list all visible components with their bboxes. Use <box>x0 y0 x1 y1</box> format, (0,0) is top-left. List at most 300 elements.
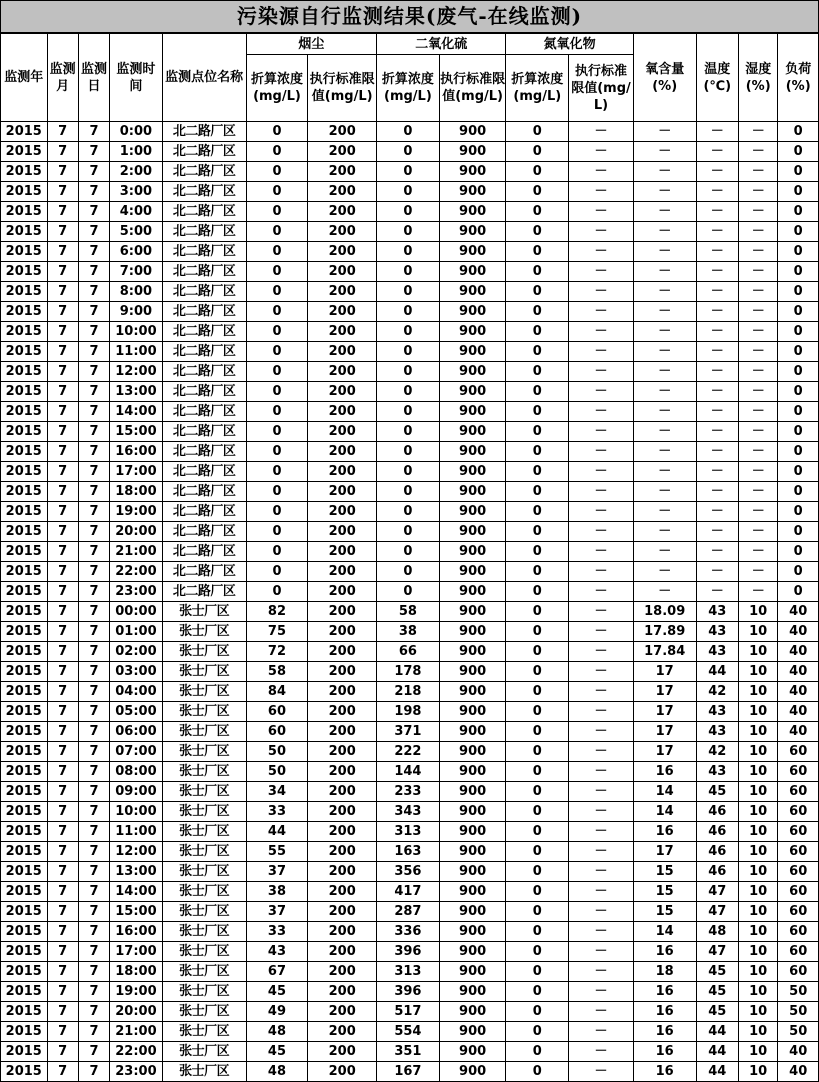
month-cell: 7 <box>47 1062 78 1082</box>
day-cell: 7 <box>78 622 109 642</box>
oxygen-cell: 17 <box>633 842 696 862</box>
smoke-concentration-cell: 55 <box>246 842 308 862</box>
month-cell: 7 <box>47 202 78 222</box>
year-cell: 2015 <box>1 802 48 822</box>
month-cell: 7 <box>47 182 78 202</box>
so2-limit-cell: 900 <box>439 942 506 962</box>
smoke-concentration-cell: 72 <box>246 642 308 662</box>
smoke-concentration-cell: 0 <box>246 322 308 342</box>
load-cell: 0 <box>778 242 819 262</box>
nox-limit-cell: － <box>569 1022 634 1042</box>
year-cell: 2015 <box>1 262 48 282</box>
year-cell: 2015 <box>1 982 48 1002</box>
table-row <box>1 202 819 222</box>
nox-limit-cell: － <box>569 322 634 342</box>
humidity-cell: 10 <box>738 662 777 682</box>
nox-concentration-cell: 0 <box>506 882 569 902</box>
nox-concentration-cell: 0 <box>506 842 569 862</box>
temperature-cell: 44 <box>696 662 738 682</box>
humidity-cell: － <box>738 562 777 582</box>
site-cell: 北二路厂区 <box>162 422 246 442</box>
oxygen-cell: － <box>633 142 696 162</box>
humidity-cell: － <box>738 242 777 262</box>
time-cell: 09:00 <box>110 782 163 802</box>
nox-limit-cell: － <box>569 682 634 702</box>
nox-limit-cell: － <box>569 622 634 642</box>
smoke-concentration-cell: 37 <box>246 902 308 922</box>
month-cell: 7 <box>47 522 78 542</box>
humidity-cell: － <box>738 282 777 302</box>
temperature-cell: 46 <box>696 802 738 822</box>
so2-concentration-cell: 396 <box>377 942 440 962</box>
so2-concentration-cell: 198 <box>377 702 440 722</box>
site-cell: 张士厂区 <box>162 882 246 902</box>
smoke-concentration-cell: 33 <box>246 802 308 822</box>
smoke-limit-cell: 200 <box>308 322 377 342</box>
humidity-cell: 10 <box>738 962 777 982</box>
smoke-limit-cell: 200 <box>308 242 377 262</box>
smoke-limit-cell: 200 <box>308 162 377 182</box>
site-cell: 张士厂区 <box>162 842 246 862</box>
temperature-cell: － <box>696 522 738 542</box>
so2-limit-cell: 900 <box>439 902 506 922</box>
oxygen-cell: － <box>633 262 696 282</box>
humidity-cell: 10 <box>738 842 777 862</box>
header-site: 监测点位名称 <box>162 34 246 122</box>
nox-limit-cell: － <box>569 642 634 662</box>
humidity-cell: 10 <box>738 822 777 842</box>
year-cell: 2015 <box>1 222 48 242</box>
month-cell: 7 <box>47 442 78 462</box>
smoke-limit-cell: 200 <box>308 562 377 582</box>
nox-concentration-cell: 0 <box>506 722 569 742</box>
so2-limit-cell: 900 <box>439 842 506 862</box>
nox-limit-cell: － <box>569 182 634 202</box>
load-cell: 40 <box>778 722 819 742</box>
table-row <box>1 282 819 302</box>
table-row <box>1 602 819 622</box>
site-cell: 北二路厂区 <box>162 182 246 202</box>
load-cell: 0 <box>778 522 819 542</box>
day-cell: 7 <box>78 162 109 182</box>
so2-concentration-cell: 0 <box>377 442 440 462</box>
load-cell: 50 <box>778 1002 819 1022</box>
site-cell: 北二路厂区 <box>162 522 246 542</box>
smoke-limit-cell: 200 <box>308 722 377 742</box>
table-row <box>1 742 819 762</box>
year-cell: 2015 <box>1 562 48 582</box>
smoke-limit-cell: 200 <box>308 182 377 202</box>
smoke-concentration-cell: 82 <box>246 602 308 622</box>
site-cell: 北二路厂区 <box>162 562 246 582</box>
site-cell: 张士厂区 <box>162 622 246 642</box>
year-cell: 2015 <box>1 742 48 762</box>
year-cell: 2015 <box>1 942 48 962</box>
smoke-limit-cell: 200 <box>308 1062 377 1082</box>
temperature-cell: 46 <box>696 862 738 882</box>
oxygen-cell: 16 <box>633 982 696 1002</box>
so2-concentration-cell: 0 <box>377 402 440 422</box>
temperature-cell: 44 <box>696 1042 738 1062</box>
nox-concentration-cell: 0 <box>506 282 569 302</box>
smoke-limit-cell: 200 <box>308 682 377 702</box>
so2-concentration-cell: 0 <box>377 302 440 322</box>
so2-concentration-cell: 0 <box>377 282 440 302</box>
so2-concentration-cell: 0 <box>377 182 440 202</box>
day-cell: 7 <box>78 222 109 242</box>
nox-concentration-cell: 0 <box>506 902 569 922</box>
site-cell: 北二路厂区 <box>162 402 246 422</box>
smoke-limit-cell: 200 <box>308 542 377 562</box>
table-header <box>1 34 819 122</box>
day-cell: 7 <box>78 1062 109 1082</box>
day-cell: 7 <box>78 182 109 202</box>
day-cell: 7 <box>78 1042 109 1062</box>
smoke-limit-cell: 200 <box>308 422 377 442</box>
smoke-limit-cell: 200 <box>308 622 377 642</box>
time-cell: 13:00 <box>110 382 163 402</box>
smoke-concentration-cell: 0 <box>246 342 308 362</box>
nox-limit-cell: － <box>569 242 634 262</box>
load-cell: 60 <box>778 882 819 902</box>
oxygen-cell: － <box>633 322 696 342</box>
load-cell: 60 <box>778 962 819 982</box>
site-cell: 张士厂区 <box>162 662 246 682</box>
so2-limit-cell: 900 <box>439 1062 506 1082</box>
nox-limit-cell: － <box>569 922 634 942</box>
humidity-cell: － <box>738 502 777 522</box>
oxygen-cell: － <box>633 302 696 322</box>
time-cell: 03:00 <box>110 662 163 682</box>
nox-concentration-cell: 0 <box>506 982 569 1002</box>
site-cell: 张士厂区 <box>162 722 246 742</box>
humidity-cell: － <box>738 262 777 282</box>
humidity-cell: 10 <box>738 642 777 662</box>
nox-concentration-cell: 0 <box>506 422 569 442</box>
month-cell: 7 <box>47 262 78 282</box>
humidity-cell: － <box>738 402 777 422</box>
month-cell: 7 <box>47 862 78 882</box>
header-year: 监测年 <box>1 34 48 122</box>
month-cell: 7 <box>47 802 78 822</box>
so2-limit-cell: 900 <box>439 442 506 462</box>
smoke-limit-cell: 200 <box>308 862 377 882</box>
time-cell: 7:00 <box>110 262 163 282</box>
day-cell: 7 <box>78 262 109 282</box>
table-row <box>1 1042 819 1062</box>
load-cell: 0 <box>778 342 819 362</box>
load-cell: 60 <box>778 782 819 802</box>
table-row <box>1 682 819 702</box>
site-cell: 北二路厂区 <box>162 322 246 342</box>
time-cell: 07:00 <box>110 742 163 762</box>
nox-limit-cell: － <box>569 542 634 562</box>
year-cell: 2015 <box>1 902 48 922</box>
humidity-cell: 10 <box>738 862 777 882</box>
smoke-limit-cell: 200 <box>308 842 377 862</box>
header-time: 监测时间 <box>110 34 163 122</box>
smoke-concentration-cell: 60 <box>246 722 308 742</box>
year-cell: 2015 <box>1 422 48 442</box>
time-cell: 1:00 <box>110 142 163 162</box>
table-row <box>1 962 819 982</box>
so2-concentration-cell: 0 <box>377 322 440 342</box>
so2-limit-cell: 900 <box>439 242 506 262</box>
smoke-limit-cell: 200 <box>308 222 377 242</box>
time-cell: 05:00 <box>110 702 163 722</box>
site-cell: 张士厂区 <box>162 802 246 822</box>
time-cell: 20:00 <box>110 522 163 542</box>
day-cell: 7 <box>78 682 109 702</box>
so2-concentration-cell: 144 <box>377 762 440 782</box>
day-cell: 7 <box>78 422 109 442</box>
site-cell: 张士厂区 <box>162 902 246 922</box>
temperature-cell: － <box>696 142 738 162</box>
nox-limit-cell: － <box>569 962 634 982</box>
year-cell: 2015 <box>1 162 48 182</box>
nox-limit-cell: － <box>569 422 634 442</box>
year-cell: 2015 <box>1 362 48 382</box>
site-cell: 北二路厂区 <box>162 282 246 302</box>
site-cell: 北二路厂区 <box>162 262 246 282</box>
nox-concentration-cell: 0 <box>506 122 569 142</box>
load-cell: 0 <box>778 422 819 442</box>
smoke-concentration-cell: 45 <box>246 1042 308 1062</box>
month-cell: 7 <box>47 142 78 162</box>
so2-limit-cell: 900 <box>439 922 506 942</box>
nox-concentration-cell: 0 <box>506 782 569 802</box>
humidity-cell: － <box>738 442 777 462</box>
day-cell: 7 <box>78 202 109 222</box>
time-cell: 8:00 <box>110 282 163 302</box>
temperature-cell: － <box>696 402 738 422</box>
smoke-concentration-cell: 67 <box>246 962 308 982</box>
day-cell: 7 <box>78 1002 109 1022</box>
load-cell: 40 <box>778 642 819 662</box>
table-row <box>1 662 819 682</box>
table-row <box>1 162 819 182</box>
humidity-cell: － <box>738 142 777 162</box>
nox-concentration-cell: 0 <box>506 762 569 782</box>
time-cell: 3:00 <box>110 182 163 202</box>
load-cell: 60 <box>778 762 819 782</box>
table-row <box>1 222 819 242</box>
temperature-cell: 43 <box>696 722 738 742</box>
oxygen-cell: 15 <box>633 882 696 902</box>
month-cell: 7 <box>47 922 78 942</box>
so2-limit-cell: 900 <box>439 742 506 762</box>
humidity-cell: 10 <box>738 882 777 902</box>
smoke-concentration-cell: 50 <box>246 762 308 782</box>
nox-concentration-cell: 0 <box>506 802 569 822</box>
load-cell: 0 <box>778 462 819 482</box>
so2-limit-cell: 900 <box>439 822 506 842</box>
nox-concentration-cell: 0 <box>506 162 569 182</box>
temperature-cell: 48 <box>696 922 738 942</box>
site-cell: 北二路厂区 <box>162 382 246 402</box>
day-cell: 7 <box>78 1022 109 1042</box>
temperature-cell: － <box>696 422 738 442</box>
nox-limit-cell: － <box>569 582 634 602</box>
so2-limit-cell: 900 <box>439 482 506 502</box>
so2-concentration-cell: 287 <box>377 902 440 922</box>
table-row <box>1 362 819 382</box>
header-load: 负荷(%) <box>778 34 819 122</box>
temperature-cell: － <box>696 462 738 482</box>
month-cell: 7 <box>47 882 78 902</box>
day-cell: 7 <box>78 742 109 762</box>
humidity-cell: － <box>738 222 777 242</box>
load-cell: 40 <box>778 622 819 642</box>
humidity-cell: － <box>738 202 777 222</box>
smoke-limit-cell: 200 <box>308 1042 377 1062</box>
year-cell: 2015 <box>1 482 48 502</box>
year-cell: 2015 <box>1 762 48 782</box>
temperature-cell: 46 <box>696 842 738 862</box>
load-cell: 60 <box>778 742 819 762</box>
temperature-cell: 47 <box>696 902 738 922</box>
nox-concentration-cell: 0 <box>506 382 569 402</box>
site-cell: 北二路厂区 <box>162 582 246 602</box>
temperature-cell: － <box>696 442 738 462</box>
so2-limit-cell: 900 <box>439 302 506 322</box>
temperature-cell: － <box>696 162 738 182</box>
nox-limit-cell: － <box>569 202 634 222</box>
temperature-cell: 44 <box>696 1062 738 1082</box>
temperature-cell: 46 <box>696 822 738 842</box>
load-cell: 0 <box>778 282 819 302</box>
oxygen-cell: 18 <box>633 962 696 982</box>
table-row <box>1 1022 819 1042</box>
time-cell: 21:00 <box>110 1022 163 1042</box>
nox-limit-cell: － <box>569 1042 634 1062</box>
day-cell: 7 <box>78 802 109 822</box>
temperature-cell: － <box>696 122 738 142</box>
load-cell: 0 <box>778 302 819 322</box>
temperature-cell: － <box>696 482 738 502</box>
table-row <box>1 442 819 462</box>
year-cell: 2015 <box>1 882 48 902</box>
time-cell: 15:00 <box>110 422 163 442</box>
time-cell: 02:00 <box>110 642 163 662</box>
humidity-cell: － <box>738 482 777 502</box>
smoke-concentration-cell: 38 <box>246 882 308 902</box>
day-cell: 7 <box>78 562 109 582</box>
so2-limit-cell: 900 <box>439 422 506 442</box>
so2-concentration-cell: 554 <box>377 1022 440 1042</box>
so2-limit-cell: 900 <box>439 362 506 382</box>
load-cell: 40 <box>778 702 819 722</box>
humidity-cell: 10 <box>738 1022 777 1042</box>
temperature-cell: － <box>696 282 738 302</box>
so2-limit-cell: 900 <box>439 502 506 522</box>
site-cell: 北二路厂区 <box>162 342 246 362</box>
load-cell: 0 <box>778 162 819 182</box>
site-cell: 北二路厂区 <box>162 442 246 462</box>
temperature-cell: － <box>696 242 738 262</box>
so2-limit-cell: 900 <box>439 1022 506 1042</box>
table-row <box>1 562 819 582</box>
year-cell: 2015 <box>1 862 48 882</box>
year-cell: 2015 <box>1 1042 48 1062</box>
time-cell: 15:00 <box>110 902 163 922</box>
so2-concentration-cell: 0 <box>377 162 440 182</box>
month-cell: 7 <box>47 622 78 642</box>
humidity-cell: － <box>738 302 777 322</box>
load-cell: 40 <box>778 602 819 622</box>
time-cell: 0:00 <box>110 122 163 142</box>
oxygen-cell: 16 <box>633 1062 696 1082</box>
day-cell: 7 <box>78 142 109 162</box>
temperature-cell: 42 <box>696 742 738 762</box>
nox-limit-cell: － <box>569 402 634 422</box>
smoke-limit-cell: 200 <box>308 302 377 322</box>
time-cell: 17:00 <box>110 462 163 482</box>
so2-concentration-cell: 0 <box>377 422 440 442</box>
smoke-concentration-cell: 37 <box>246 862 308 882</box>
nox-limit-cell: － <box>569 822 634 842</box>
year-cell: 2015 <box>1 322 48 342</box>
so2-limit-cell: 900 <box>439 682 506 702</box>
oxygen-cell: － <box>633 582 696 602</box>
site-cell: 张士厂区 <box>162 1042 246 1062</box>
header-nox-concentration: 折算浓度(mg/L) <box>506 55 569 122</box>
nox-concentration-cell: 0 <box>506 522 569 542</box>
nox-limit-cell: － <box>569 602 634 622</box>
smoke-concentration-cell: 58 <box>246 662 308 682</box>
so2-concentration-cell: 218 <box>377 682 440 702</box>
so2-concentration-cell: 0 <box>377 242 440 262</box>
oxygen-cell: － <box>633 422 696 442</box>
so2-limit-cell: 900 <box>439 582 506 602</box>
header-oxygen: 氧含量(%) <box>633 34 696 122</box>
year-cell: 2015 <box>1 382 48 402</box>
site-cell: 张士厂区 <box>162 922 246 942</box>
table-row <box>1 322 819 342</box>
humidity-cell: 10 <box>738 1042 777 1062</box>
so2-limit-cell: 900 <box>439 1002 506 1022</box>
temperature-cell: 47 <box>696 882 738 902</box>
report-title: 污染源自行监测结果(废气-在线监测) <box>0 0 819 33</box>
day-cell: 7 <box>78 722 109 742</box>
oxygen-cell: 17 <box>633 662 696 682</box>
nox-concentration-cell: 0 <box>506 1062 569 1082</box>
so2-concentration-cell: 0 <box>377 522 440 542</box>
so2-concentration-cell: 0 <box>377 462 440 482</box>
temperature-cell: － <box>696 502 738 522</box>
day-cell: 7 <box>78 882 109 902</box>
day-cell: 7 <box>78 642 109 662</box>
month-cell: 7 <box>47 1022 78 1042</box>
nox-limit-cell: － <box>569 142 634 162</box>
oxygen-cell: － <box>633 482 696 502</box>
time-cell: 19:00 <box>110 982 163 1002</box>
load-cell: 0 <box>778 222 819 242</box>
year-cell: 2015 <box>1 1062 48 1082</box>
oxygen-cell: － <box>633 242 696 262</box>
nox-limit-cell: － <box>569 282 634 302</box>
smoke-limit-cell: 200 <box>308 922 377 942</box>
day-cell: 7 <box>78 582 109 602</box>
temperature-cell: 43 <box>696 602 738 622</box>
year-cell: 2015 <box>1 1022 48 1042</box>
site-cell: 北二路厂区 <box>162 162 246 182</box>
header-nox-limit: 执行标准限值(mg/L) <box>569 55 634 122</box>
smoke-concentration-cell: 0 <box>246 582 308 602</box>
so2-concentration-cell: 356 <box>377 862 440 882</box>
smoke-concentration-cell: 60 <box>246 702 308 722</box>
smoke-limit-cell: 200 <box>308 382 377 402</box>
